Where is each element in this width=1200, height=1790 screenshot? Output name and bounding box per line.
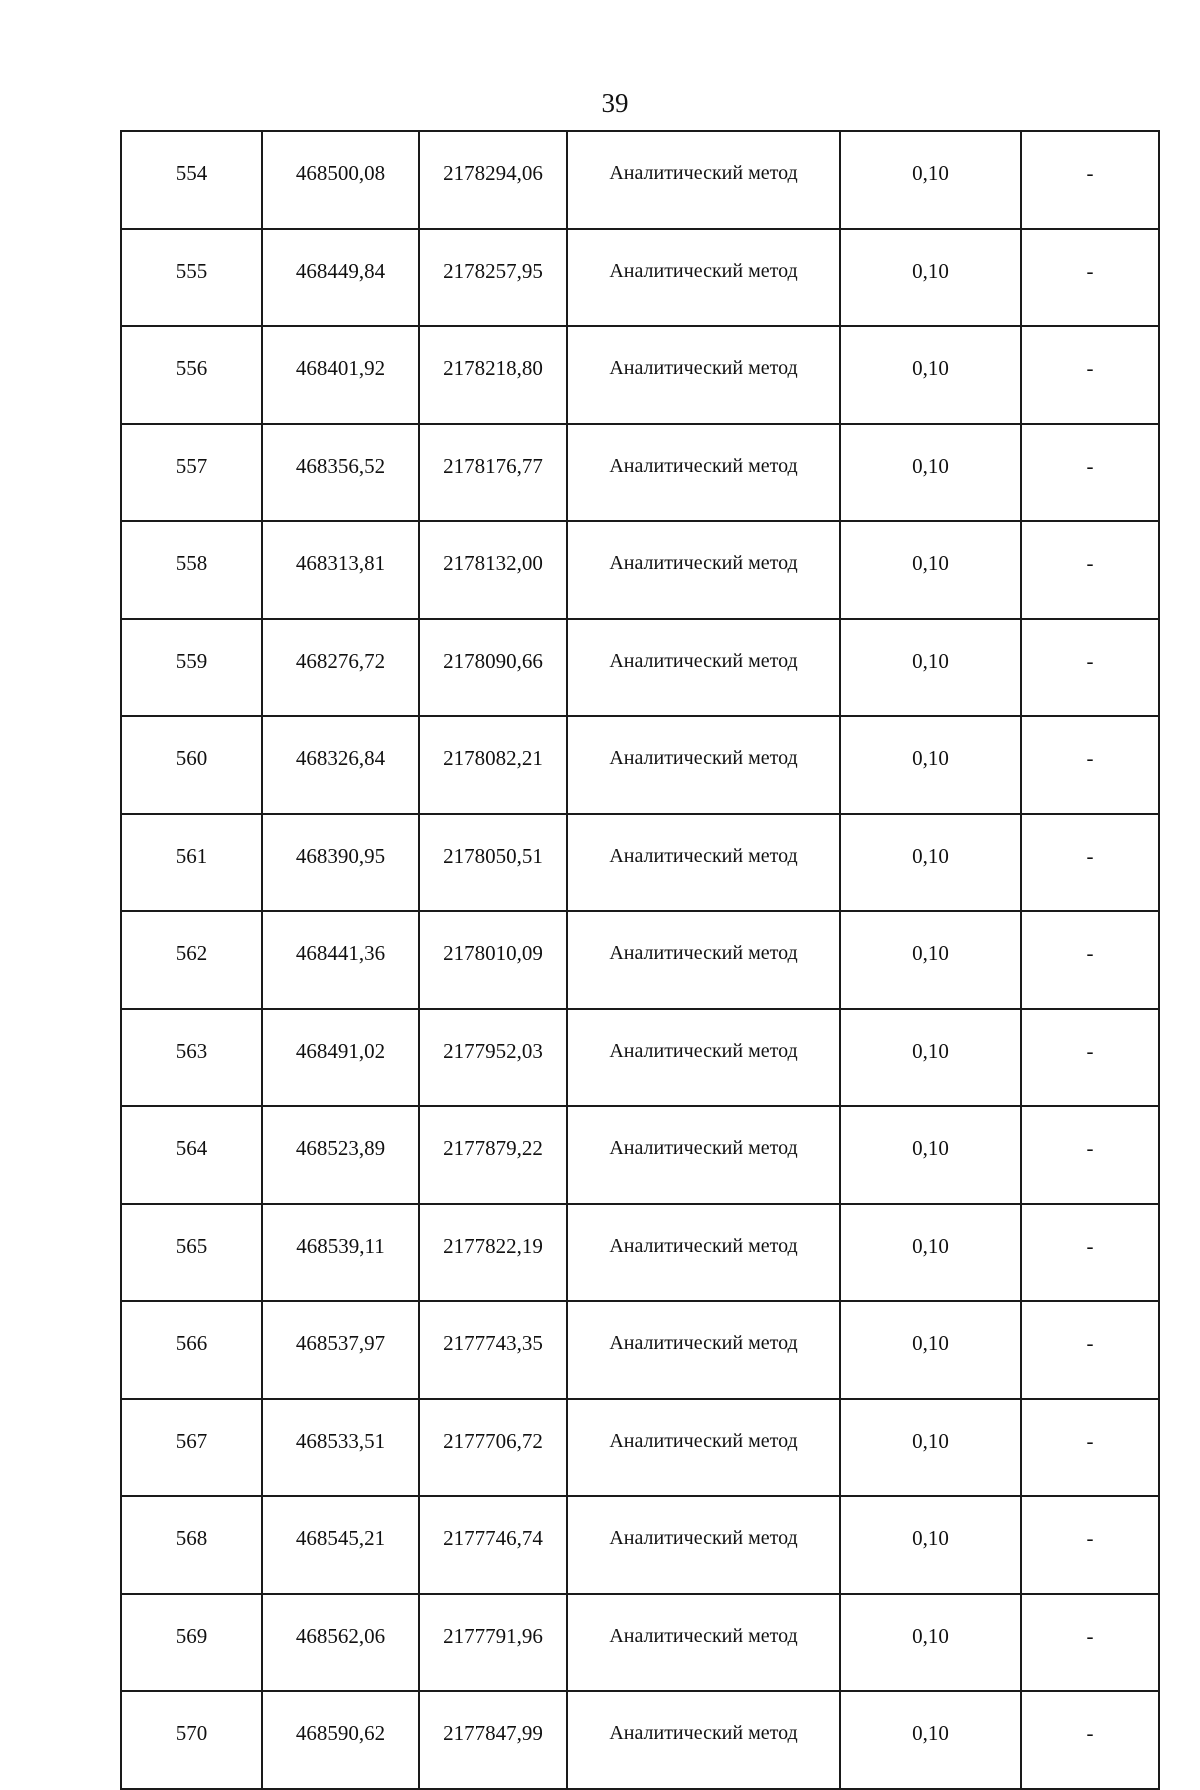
method-cell: Аналитический метод — [567, 1399, 840, 1497]
x-coordinate-cell: 468276,72 — [262, 619, 419, 717]
point-number-cell: 560 — [121, 716, 262, 814]
y-coordinate-cell: 2177822,19 — [419, 1204, 567, 1302]
point-number-cell: 558 — [121, 521, 262, 619]
point-number-cell: 567 — [121, 1399, 262, 1497]
table-body — [121, 131, 1159, 1789]
table-row — [121, 521, 1159, 619]
note-cell: - — [1021, 1496, 1159, 1594]
table-row — [121, 131, 1159, 229]
table-row — [121, 814, 1159, 912]
point-number-cell: 554 — [121, 131, 262, 229]
note-cell: - — [1021, 1691, 1159, 1789]
y-coordinate-cell: 2177746,74 — [419, 1496, 567, 1594]
accuracy-cell: 0,10 — [840, 1496, 1021, 1594]
coordinates-table — [120, 130, 1160, 1790]
y-coordinate-cell: 2177847,99 — [419, 1691, 567, 1789]
note-cell: - — [1021, 1106, 1159, 1204]
point-number-cell: 564 — [121, 1106, 262, 1204]
table-row — [121, 1204, 1159, 1302]
note-cell: - — [1021, 716, 1159, 814]
table-row — [121, 619, 1159, 717]
method-cell: Аналитический метод — [567, 1204, 840, 1302]
accuracy-cell: 0,10 — [840, 1594, 1021, 1692]
table-row — [121, 326, 1159, 424]
table-row — [121, 1691, 1159, 1789]
method-cell: Аналитический метод — [567, 1496, 840, 1594]
y-coordinate-cell: 2177879,22 — [419, 1106, 567, 1204]
y-coordinate-cell: 2178294,06 — [419, 131, 567, 229]
x-coordinate-cell: 468590,62 — [262, 1691, 419, 1789]
accuracy-cell: 0,10 — [840, 1106, 1021, 1204]
accuracy-cell: 0,10 — [840, 1399, 1021, 1497]
note-cell: - — [1021, 424, 1159, 522]
y-coordinate-cell: 2178176,77 — [419, 424, 567, 522]
note-cell: - — [1021, 814, 1159, 912]
x-coordinate-cell: 468449,84 — [262, 229, 419, 327]
x-coordinate-cell: 468491,02 — [262, 1009, 419, 1107]
method-cell: Аналитический метод — [567, 326, 840, 424]
y-coordinate-cell: 2177743,35 — [419, 1301, 567, 1399]
method-cell: Аналитический метод — [567, 131, 840, 229]
x-coordinate-cell: 468539,11 — [262, 1204, 419, 1302]
method-cell: Аналитический метод — [567, 1301, 840, 1399]
note-cell: - — [1021, 521, 1159, 619]
accuracy-cell: 0,10 — [840, 619, 1021, 717]
table-row — [121, 1106, 1159, 1204]
method-cell: Аналитический метод — [567, 1594, 840, 1692]
x-coordinate-cell: 468326,84 — [262, 716, 419, 814]
table-row — [121, 1399, 1159, 1497]
method-cell: Аналитический метод — [567, 424, 840, 522]
point-number-cell: 570 — [121, 1691, 262, 1789]
x-coordinate-cell: 468523,89 — [262, 1106, 419, 1204]
x-coordinate-cell: 468441,36 — [262, 911, 419, 1009]
point-number-cell: 563 — [121, 1009, 262, 1107]
note-cell: - — [1021, 1204, 1159, 1302]
y-coordinate-cell: 2178050,51 — [419, 814, 567, 912]
note-cell: - — [1021, 1009, 1159, 1107]
accuracy-cell: 0,10 — [840, 1009, 1021, 1107]
table-row — [121, 1594, 1159, 1692]
y-coordinate-cell: 2177952,03 — [419, 1009, 567, 1107]
table-row — [121, 424, 1159, 522]
accuracy-cell: 0,10 — [840, 911, 1021, 1009]
method-cell: Аналитический метод — [567, 716, 840, 814]
y-coordinate-cell: 2178090,66 — [419, 619, 567, 717]
note-cell: - — [1021, 229, 1159, 327]
method-cell: Аналитический метод — [567, 521, 840, 619]
x-coordinate-cell: 468545,21 — [262, 1496, 419, 1594]
method-cell: Аналитический метод — [567, 619, 840, 717]
accuracy-cell: 0,10 — [840, 1301, 1021, 1399]
x-coordinate-cell: 468401,92 — [262, 326, 419, 424]
point-number-cell: 557 — [121, 424, 262, 522]
method-cell: Аналитический метод — [567, 1106, 840, 1204]
method-cell: Аналитический метод — [567, 814, 840, 912]
note-cell: - — [1021, 911, 1159, 1009]
table-row — [121, 1009, 1159, 1107]
note-cell: - — [1021, 1399, 1159, 1497]
accuracy-cell: 0,10 — [840, 131, 1021, 229]
table-row — [121, 911, 1159, 1009]
note-cell: - — [1021, 131, 1159, 229]
point-number-cell: 562 — [121, 911, 262, 1009]
method-cell: Аналитический метод — [567, 1009, 840, 1107]
point-number-cell: 566 — [121, 1301, 262, 1399]
point-number-cell: 559 — [121, 619, 262, 717]
y-coordinate-cell: 2178218,80 — [419, 326, 567, 424]
accuracy-cell: 0,10 — [840, 229, 1021, 327]
accuracy-cell: 0,10 — [840, 814, 1021, 912]
y-coordinate-cell: 2178257,95 — [419, 229, 567, 327]
x-coordinate-cell: 468390,95 — [262, 814, 419, 912]
method-cell: Аналитический метод — [567, 229, 840, 327]
y-coordinate-cell: 2178082,21 — [419, 716, 567, 814]
x-coordinate-cell: 468500,08 — [262, 131, 419, 229]
accuracy-cell: 0,10 — [840, 1204, 1021, 1302]
point-number-cell: 565 — [121, 1204, 262, 1302]
point-number-cell: 561 — [121, 814, 262, 912]
point-number-cell: 569 — [121, 1594, 262, 1692]
x-coordinate-cell: 468537,97 — [262, 1301, 419, 1399]
table-row — [121, 1301, 1159, 1399]
table-row — [121, 1496, 1159, 1594]
note-cell: - — [1021, 1594, 1159, 1692]
accuracy-cell: 0,10 — [840, 716, 1021, 814]
page-number: 39 — [601, 88, 629, 118]
accuracy-cell: 0,10 — [840, 1691, 1021, 1789]
y-coordinate-cell: 2177791,96 — [419, 1594, 567, 1692]
accuracy-cell: 0,10 — [840, 424, 1021, 522]
point-number-cell: 556 — [121, 326, 262, 424]
x-coordinate-cell: 468533,51 — [262, 1399, 419, 1497]
x-coordinate-cell: 468313,81 — [262, 521, 419, 619]
accuracy-cell: 0,10 — [840, 326, 1021, 424]
note-cell: - — [1021, 326, 1159, 424]
method-cell: Аналитический метод — [567, 911, 840, 1009]
x-coordinate-cell: 468562,06 — [262, 1594, 419, 1692]
point-number-cell: 555 — [121, 229, 262, 327]
y-coordinate-cell: 2177706,72 — [419, 1399, 567, 1497]
y-coordinate-cell: 2178010,09 — [419, 911, 567, 1009]
x-coordinate-cell: 468356,52 — [262, 424, 419, 522]
method-cell: Аналитический метод — [567, 1691, 840, 1789]
point-number-cell: 568 — [121, 1496, 262, 1594]
note-cell: - — [1021, 619, 1159, 717]
table-row — [121, 716, 1159, 814]
accuracy-cell: 0,10 — [840, 521, 1021, 619]
table-row — [121, 229, 1159, 327]
note-cell: - — [1021, 1301, 1159, 1399]
y-coordinate-cell: 2178132,00 — [419, 521, 567, 619]
